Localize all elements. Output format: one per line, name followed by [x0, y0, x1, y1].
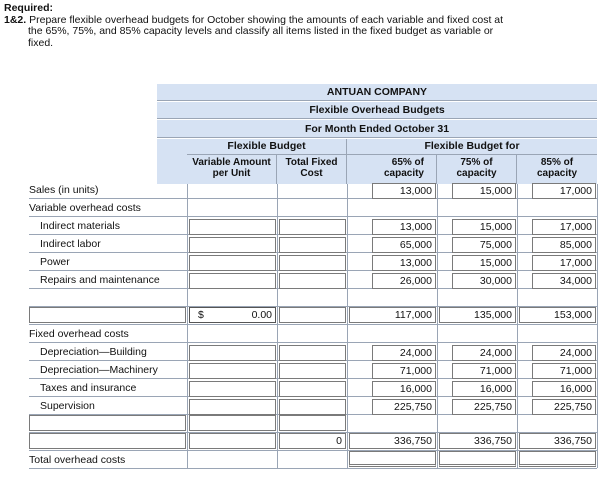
var-amount-input[interactable] — [189, 433, 276, 449]
col-total-fixed: Total Fixed Cost — [277, 154, 347, 184]
blank-row-label-input[interactable] — [29, 307, 186, 323]
requirement-number: 1&2. — [4, 13, 27, 26]
fixed-cost-input[interactable] — [279, 307, 346, 323]
var-amount-input[interactable] — [189, 381, 276, 397]
row-label-power: Power — [40, 256, 70, 268]
indirect-labor-65[interactable]: 65,000 — [372, 237, 436, 253]
fixed-cost-input[interactable] — [279, 255, 346, 271]
total-overhead-85[interactable] — [519, 451, 596, 467]
col-85: 85% of capacity — [517, 154, 597, 184]
var-total-input[interactable]: $ 0.00 — [189, 307, 276, 323]
fixed-total-85[interactable]: 336,750 — [519, 433, 596, 449]
dep-machinery-65[interactable]: 71,000 — [372, 363, 436, 379]
row-label-supervision: Supervision — [40, 400, 95, 412]
var-amount-input[interactable] — [189, 345, 276, 361]
power-75[interactable]: 15,000 — [452, 255, 516, 271]
total-overhead-75[interactable] — [439, 451, 516, 467]
fixed-total-input[interactable]: 0 — [279, 433, 346, 449]
sales-85[interactable]: 17,000 — [532, 183, 596, 199]
fixed-total-75[interactable]: 336,750 — [439, 433, 516, 449]
var-amount-input[interactable] — [189, 219, 276, 235]
col-variable-amount: Variable Amount per Unit — [187, 154, 277, 184]
col-65: 65% of capacity — [347, 154, 437, 184]
total-overhead-65[interactable] — [349, 451, 436, 467]
row-label-indirect-labor: Indirect labor — [40, 238, 101, 250]
indirect-materials-65[interactable]: 13,000 — [372, 219, 436, 235]
blank-row-label-input[interactable] — [29, 415, 186, 431]
row-label-dep-building: Depreciation—Building — [40, 346, 147, 358]
var-amount-input[interactable] — [189, 255, 276, 271]
row-label-dep-machinery: Depreciation—Machinery — [40, 364, 158, 376]
fixed-cost-input[interactable] — [279, 273, 346, 289]
row-label-total-overhead: Total overhead costs — [29, 454, 126, 466]
row-label-sales: Sales (in units) — [29, 184, 99, 196]
supervision-75[interactable]: 225,750 — [452, 399, 516, 415]
repairs-75[interactable]: 30,000 — [452, 273, 516, 289]
instruction-text-3: fixed. — [28, 36, 54, 49]
sales-65[interactable]: 13,000 — [372, 183, 436, 199]
required-title: Required: — [4, 2, 54, 14]
company-name: ANTUAN COMPANY — [157, 84, 597, 101]
var-amount-input[interactable] — [189, 363, 276, 379]
col-75: 75% of capacity — [437, 154, 517, 184]
power-65[interactable]: 13,000 — [372, 255, 436, 271]
fixed-cost-input[interactable] — [279, 237, 346, 253]
sales-75[interactable]: 15,000 — [452, 183, 516, 199]
report-period: For Month Ended October 31 — [157, 120, 597, 138]
supervision-85[interactable]: 225,750 — [532, 399, 596, 415]
row-label-repairs: Repairs and maintenance — [40, 274, 160, 286]
var-amount-input[interactable] — [189, 415, 276, 431]
variable-total-75[interactable]: 135,000 — [439, 307, 516, 323]
power-85[interactable]: 17,000 — [532, 255, 596, 271]
instruction-text-2: the 65%, 75%, and 85% capacity levels and classify all items listed in the fixed budget as variable or — [28, 25, 494, 37]
fixed-cost-input[interactable] — [279, 345, 346, 361]
dep-machinery-75[interactable]: 71,000 — [452, 363, 516, 379]
indirect-materials-75[interactable]: 15,000 — [452, 219, 516, 235]
row-label-indirect-materials: Indirect materials — [40, 220, 120, 232]
row-label-fixed-header: Fixed overhead costs — [29, 328, 129, 340]
taxes-85[interactable]: 16,000 — [532, 381, 596, 397]
dep-machinery-85[interactable]: 71,000 — [532, 363, 596, 379]
supervision-65[interactable]: 225,750 — [372, 399, 436, 415]
dep-building-85[interactable]: 24,000 — [532, 345, 596, 361]
taxes-65[interactable]: 16,000 — [372, 381, 436, 397]
instruction-text-1: Prepare flexible overhead budgets for October showing the amounts of each variable and fixed cost at — [29, 13, 504, 26]
fixed-cost-input[interactable] — [279, 381, 346, 397]
dep-building-75[interactable]: 24,000 — [452, 345, 516, 361]
var-amount-input[interactable] — [189, 273, 276, 289]
instructions — [4, 3, 604, 49]
report-title: Flexible Overhead Budgets — [157, 102, 597, 119]
variable-total-65[interactable]: 117,000 — [349, 307, 436, 323]
repairs-65[interactable]: 26,000 — [372, 273, 436, 289]
blank-row-label-input[interactable] — [29, 433, 186, 449]
taxes-75[interactable]: 16,000 — [452, 381, 516, 397]
dollar-sign: $ — [198, 309, 204, 321]
repairs-85[interactable]: 34,000 — [532, 273, 596, 289]
fixed-total-65[interactable]: 336,750 — [349, 433, 436, 449]
flexible-budget-header: Flexible Budget — [187, 139, 347, 154]
indirect-materials-85[interactable]: 17,000 — [532, 219, 596, 235]
indirect-labor-75[interactable]: 75,000 — [452, 237, 516, 253]
variable-total-85[interactable]: 153,000 — [519, 307, 596, 323]
fixed-cost-input[interactable] — [279, 363, 346, 379]
fixed-cost-input[interactable] — [279, 399, 346, 415]
row-label-variable-header: Variable overhead costs — [29, 202, 141, 214]
row-label-taxes: Taxes and insurance — [40, 382, 137, 394]
dep-building-65[interactable]: 24,000 — [372, 345, 436, 361]
fixed-cost-input[interactable] — [279, 415, 346, 431]
fixed-cost-input[interactable] — [279, 219, 346, 235]
var-amount-input[interactable] — [189, 399, 276, 415]
indirect-labor-85[interactable]: 85,000 — [532, 237, 596, 253]
flexible-budget-for-header: Flexible Budget for — [347, 139, 597, 154]
var-amount-input[interactable] — [189, 237, 276, 253]
